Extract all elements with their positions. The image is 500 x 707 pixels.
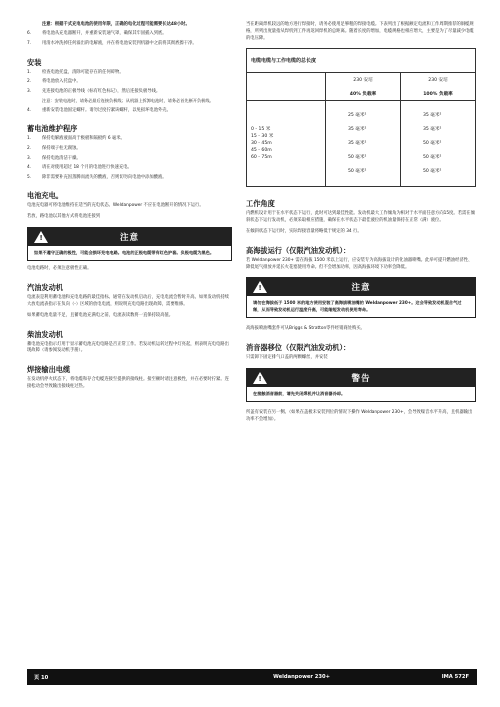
warning-triangle-icon bbox=[253, 372, 267, 384]
high-altitude-paragraph: 若 Weldanpower 230+ 需在海拔 1500 米以上运行，应安装专为高海拔设计的化油器喷嘴。此举可提升燃油经济性、降低尾气排放并延长火花塞使用寿命。但不会增加功率，因高海拔环境下功率会降低。 bbox=[246, 257, 473, 270]
table-cell: 15 - 30 米 bbox=[251, 134, 274, 140]
engine-paragraph: 如果蓄电池电量不足，且蓄电池充满电之前，电流表读数将一直保持较高值。 bbox=[27, 312, 174, 318]
document-code: IMA 572F bbox=[441, 674, 469, 680]
page-footer bbox=[27, 669, 477, 685]
table-cell: 60 - 75m bbox=[251, 155, 272, 161]
muffler-paragraph: 只需卸下固定排气口盖的两颗螺丝，并安装 bbox=[246, 354, 328, 360]
cable-size-table bbox=[246, 48, 476, 187]
section-title-high-altitude: 高海拔运行（仅限汽油发动机）： bbox=[246, 245, 351, 255]
warning-text: 在接触消音器前，请先关闭焊机并让消音器冷却。 bbox=[253, 390, 346, 396]
angle-paragraph: 在倾斜状态下运行时，实际焊接容量将略低于规定的 34 行。 bbox=[246, 228, 362, 234]
list-item: 1. 检查电池托盘，清除可能存在的任何碎物。 bbox=[27, 69, 124, 75]
caution-box bbox=[246, 277, 476, 318]
caution-text: 请勿在海拔低于 1500 米的地方使用安装了高海拔喷油嘴的 Weldanpower 230+。这会导致发动机混合气过稀，从而导致发动机运行温度升高，可能缩短发动机使用寿命。 bbox=[253, 300, 462, 312]
list-item: 4. 重新安装电池固定螺杆。请勿过度拧紧该螺杆，以免损坏电池外壳。 bbox=[27, 107, 171, 113]
table-cell: 0 - 15 米 bbox=[251, 127, 271, 133]
list-item: 2. 将电池放入托盘中。 bbox=[27, 79, 81, 85]
top-note: 注意：根据千式充电电池的使用年限，正确的电化过程可能需要长达48小时。 bbox=[42, 22, 190, 27]
charging-paragraph: 电池充电器可将电池维持在适当的充电状态。Weldanpower 不应在电池断开的情况下运行。 bbox=[27, 203, 204, 209]
section-title-muffler: 消音器移位（仅限汽油发动机）： bbox=[246, 342, 351, 352]
product-name: Weldanpower 230+ bbox=[273, 674, 330, 680]
list-item: 2. 保持端子柱无腐蚀。 bbox=[27, 145, 81, 151]
table-cell: 50 毫米² bbox=[423, 154, 442, 160]
table-cell: 50 毫米² bbox=[348, 168, 367, 174]
section-title-diesel-engine: 柴油发动机 bbox=[27, 329, 63, 339]
section-title-gas-engine: 汽油发动机 bbox=[27, 283, 63, 293]
list-item: 7. 用清水冲洗掉任何溢出的电解液，并在将电池安装到机器中之前将其彻底擦干净。 bbox=[27, 41, 197, 46]
table-cell: 35 毫米² bbox=[423, 112, 442, 118]
table-cell: 30 - 45m bbox=[251, 141, 272, 147]
table-cell: 50 毫米² bbox=[423, 168, 442, 174]
table-cell: 45 - 60m bbox=[251, 148, 272, 154]
angle-paragraph: 内燃机设计用于在水平状态下运行，此时可达到最佳性能。发动机最大工作倾角为相对于水平面任意方向15度。若需在倾斜状态下运行发动机，必须采取相应措施，确保在水平状态下最佳液位的机油量保持在正常（满）液位。 bbox=[246, 211, 475, 224]
install-note: 注意：安装电池时，请务必最后连接负极线；从机器上拆卸电池时，请务必首先断开负极线。 bbox=[42, 98, 214, 104]
table-cell: 35 毫米² bbox=[348, 126, 367, 132]
caution-box bbox=[27, 227, 232, 261]
table-header: 230 安培 bbox=[326, 73, 401, 87]
caution-text: 如果不遵守正确的极性，可能会损坏充电电路。电池的正极电缆带有红色护套。负极电缆为黑色。 bbox=[34, 249, 215, 255]
list-item: 3. 先连接电池的正极导线（标有红色标记），然后连接负极导线。 bbox=[27, 88, 161, 94]
warning-triangle-icon bbox=[253, 281, 267, 293]
diesel-paragraph: 蓄电池充电指示灯用于显示蓄电池充电电路是否正常工作。若发动机运转过程中灯亮起，则表明充电电路出现故障（请参阅发动机手册）。 bbox=[27, 341, 229, 354]
section-title-charging: 电池充电。 bbox=[27, 191, 63, 201]
list-item: 5. 除非需要补充因蒸腾而流失的酸液，否则切勿向电池中添加酸液。 bbox=[27, 174, 167, 180]
table-cell: 25 毫米² bbox=[348, 112, 367, 118]
muffler-paragraph: 所盖有安装在另一侧。（如果在盖板未安装到位的情况下操作 Weldanpower 230+，会导致噪音水平升高，且机器输出功率不会增加）。 bbox=[246, 410, 473, 422]
weld-paragraph: 在发动机停火状态下，将电缆和存合电缆连接至提供的接线柱。接至额时请注意极性，并在必要时拧紧。连接松动会导致输出接线柱过热。 bbox=[27, 377, 229, 389]
list-item: 6. 将电池从充电器断开，并重新安装通气罩，确保其牢固插入到底。 bbox=[27, 31, 167, 37]
table-cell: 35 毫米² bbox=[348, 140, 367, 146]
intro-paragraph: 当在距离焊机较远的地方进行焊接时，请务必使用足够粗的焊接电缆。下表列出了根据额定电流和工作周期推荐的铜缆规格，所列出度量指从焊机到工件再返回焊机的总距离。随着长度的增加，电缆规格也相应增大，主要是为了尽量减少电缆的电压降。 bbox=[246, 22, 474, 41]
table-row bbox=[247, 101, 476, 187]
right-column bbox=[246, 22, 476, 424]
warning-label: 警告 bbox=[351, 373, 371, 384]
list-item: 3. 保持电池清洁干燥。 bbox=[27, 155, 81, 161]
page-number: 页 10 bbox=[34, 674, 49, 681]
section-title-install: 安装 bbox=[27, 57, 42, 67]
table-header: 100% 负载率 bbox=[401, 87, 476, 101]
section-title-weld-cables: 焊接输出电缆 bbox=[27, 365, 71, 375]
warning-triangle-icon bbox=[34, 231, 48, 243]
warning-box bbox=[246, 368, 476, 402]
charging-paragraph: 若放，路电池以其他方式将电池连接到 bbox=[27, 214, 101, 220]
list-item: 4. 请在对使用超过 18 个月的电池进行快速充电。 bbox=[27, 165, 132, 171]
caution-label: 注意 bbox=[351, 283, 371, 294]
table-cell: 50 毫米² bbox=[423, 140, 442, 146]
table-cell: 50 毫米² bbox=[348, 154, 367, 160]
caution-label: 注意 bbox=[119, 232, 139, 243]
table-header: 40% 负载率 bbox=[326, 87, 401, 101]
engine-paragraph: 电流表是利用蓄电池和充电电路的最佳指标。通常在发动机启动后，充电电流会暂时升高。如果发动机持续大放电流表指示在负向（-）区域的放电电流，则说明充电电路出现故障，需要维修。 bbox=[27, 295, 229, 307]
table-title: 电缆电缆与工作电缆的总长度 bbox=[247, 49, 476, 73]
charging-paragraph: 电池电路时，必须注意极性正确。 bbox=[27, 266, 92, 272]
section-title-maintenance: 蓄电池维护程序 bbox=[27, 124, 78, 134]
high-altitude-paragraph: 高海拔喷油嘴套件可从Briggs & Stratton零件经销商处购买。 bbox=[246, 326, 365, 332]
left-column bbox=[27, 22, 232, 391]
table-header: 230 安培 bbox=[401, 73, 476, 87]
table-cell: 35 毫米² bbox=[423, 126, 442, 132]
section-title-angle: 工作角度 bbox=[246, 199, 275, 209]
list-item: 1. 保持电解液液面高于极板和隔板约 6 毫米。 bbox=[27, 136, 125, 142]
